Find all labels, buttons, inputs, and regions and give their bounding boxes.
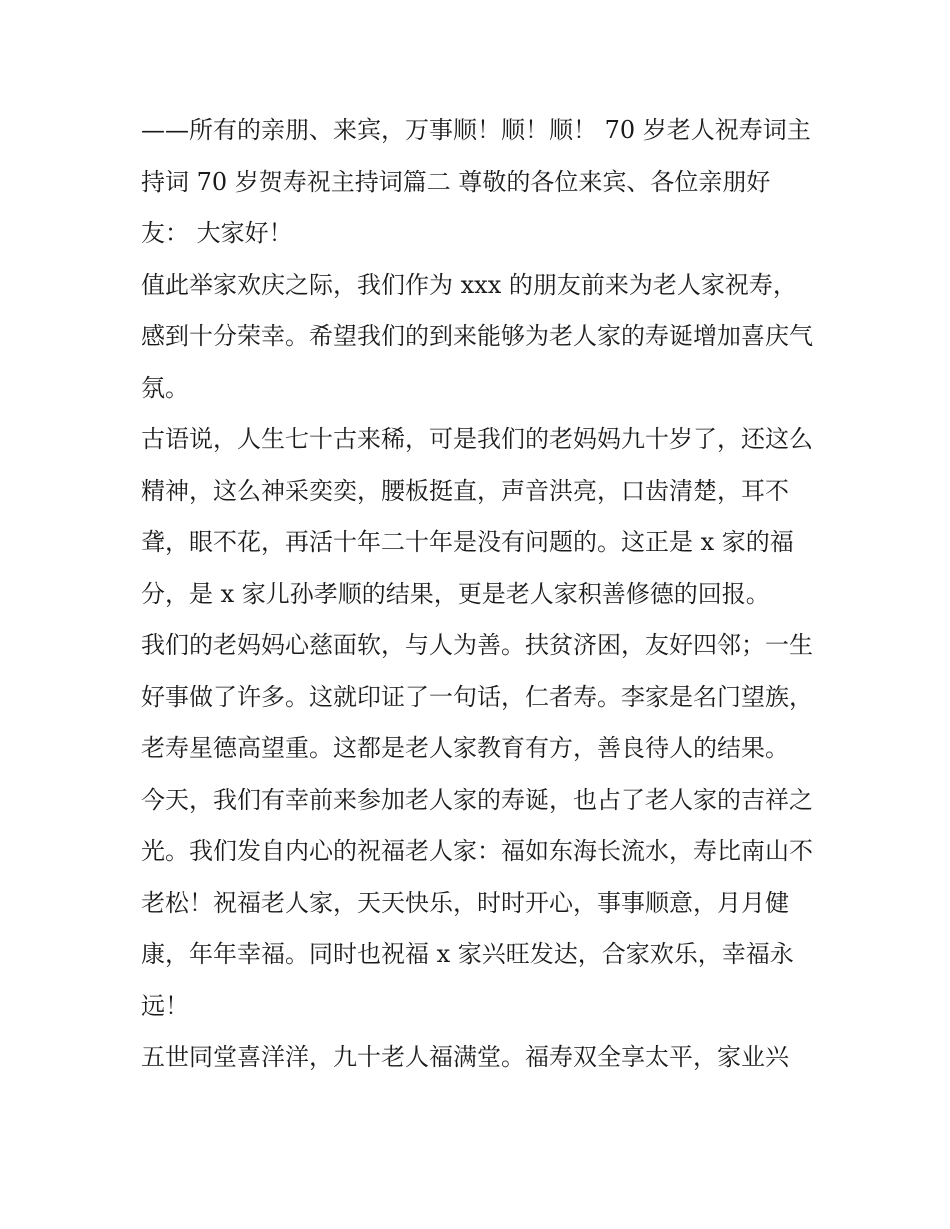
paragraph-1: ——所有的亲朋、来宾，万事顺！顺！顺！ 70 岁老人祝寿词主持词 70 岁贺寿祝主持词篇二 尊敬的各位来宾、各位亲朋好友： 大家好！ — [141, 116, 811, 247]
paragraph-2: 值此举家欢庆之际，我们作为 xxx 的朋友前来为老人家祝寿，感到十分荣幸。希望我们的到来能够为老人家的寿诞增加喜庆气氛。 — [141, 270, 813, 402]
paragraph-3: 古语说，人生七十古来稀，可是我们的老妈妈九十岁了，还这么精神，这么神采奕奕，腰板挺直，声音洪亮，口齿清楚，耳不聋，眼不花，再活十年二十年是没有问题的。这正是 x 家的福分，是 x 家儿孙孝顺的结果，更是老人家积善修德的回报。 — [141, 425, 813, 608]
paragraph-5: 今天，我们有幸前来参加老人家的寿诞，也占了老人家的吉祥之光。我们发自内心的祝福老人家：福如东海长流水，寿比南山不老松！祝福老人家，天天快乐，时时开心，事事顺意，月月健康，年年幸福。同时也祝福 x 家兴旺发达，合家欢乐，幸福永远！ — [141, 785, 813, 1020]
paragraph-4: 我们的老妈妈心慈面软，与人为善。扶贫济困，友好四邻；一生好事做了许多。这就印证了一句话，仁者寿。李家是名门望族，老寿星德高望重。这都是老人家教育有方，善良待人的结果。 — [141, 631, 813, 762]
paragraph-6: 五世同堂喜洋洋，九十老人福满堂。福寿双全享太平，家业兴 — [141, 1043, 789, 1071]
document-body — [141, 105, 813, 1084]
